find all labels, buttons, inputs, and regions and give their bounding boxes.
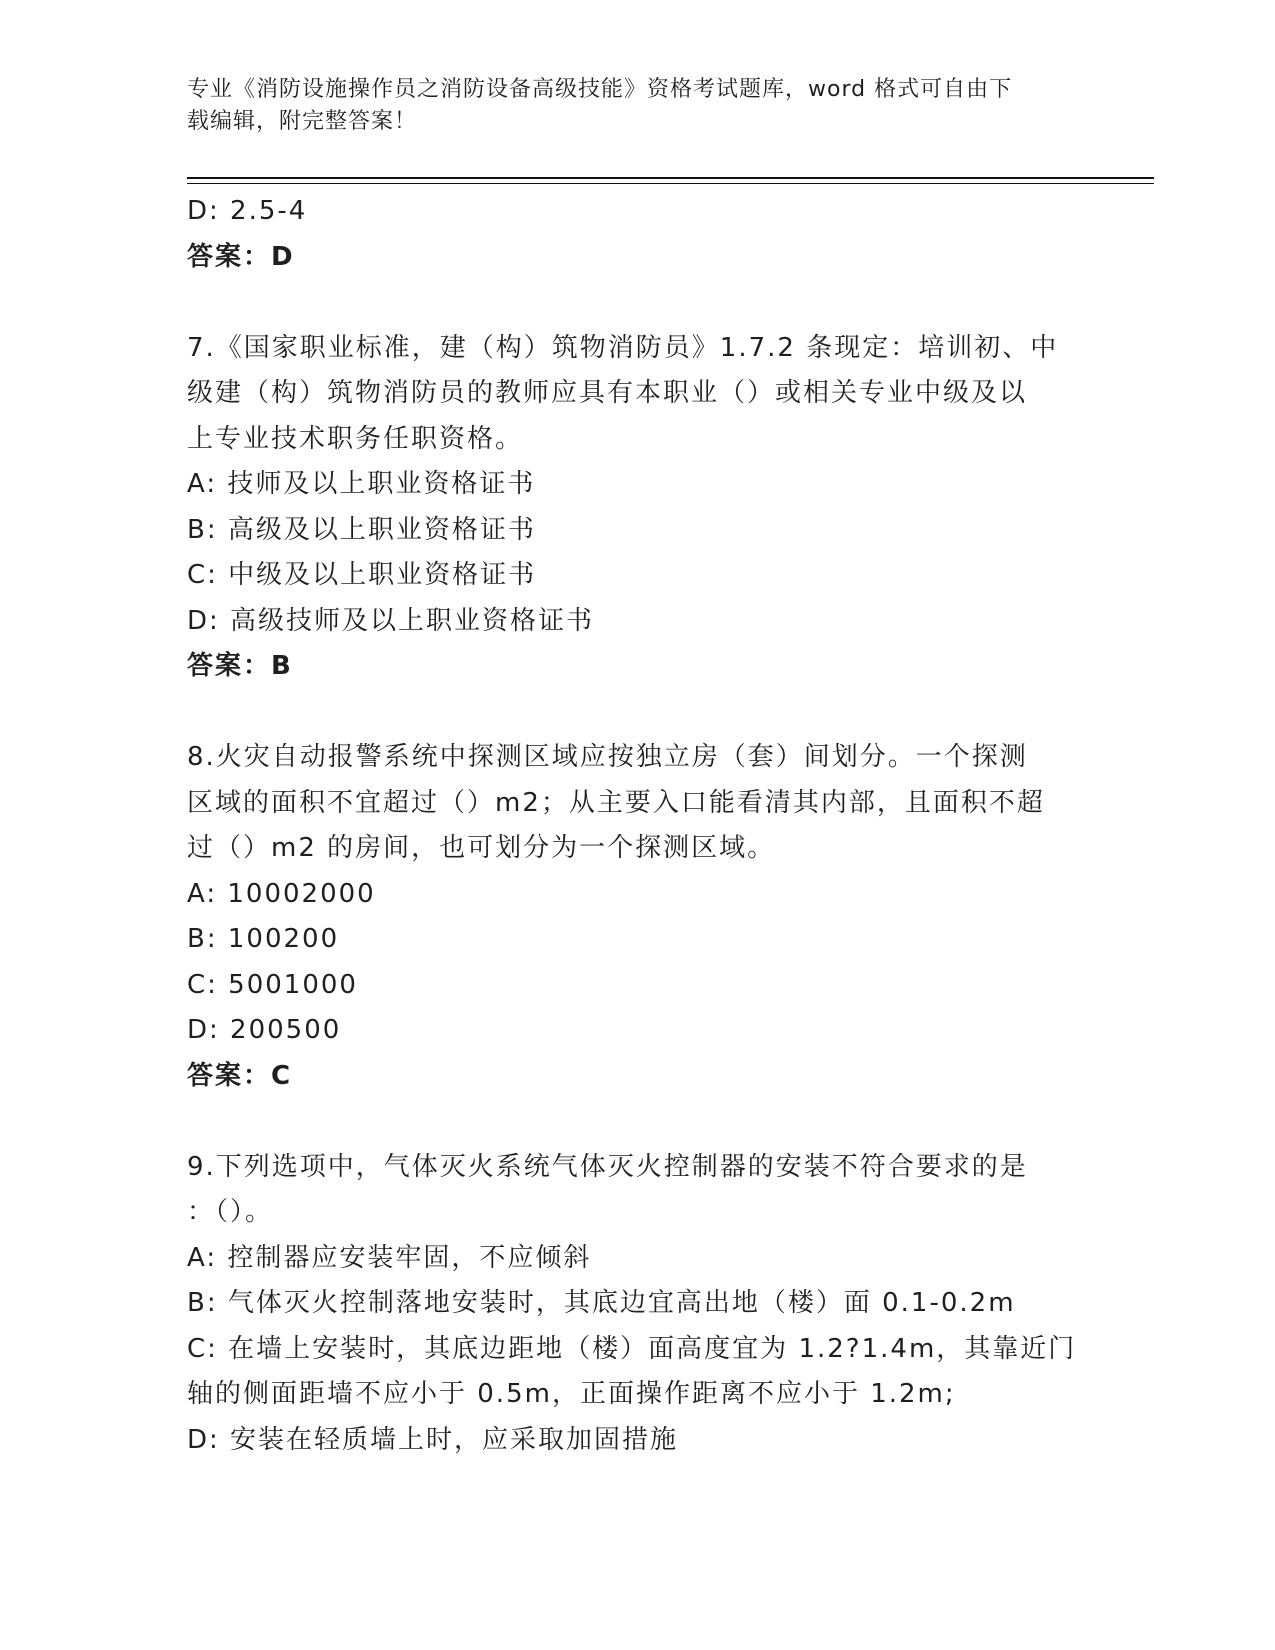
option-b: B: 高级及以上职业资格证书	[187, 514, 536, 545]
stem-line: 7.《国家职业标准，建（构）筑物消防员》1.7.2 条现定：培训初、中	[187, 332, 1059, 363]
option-b: B: 气体灭火控制落地安装时，其底边宜高出地（楼）面 0.1-0.2m	[187, 1288, 1016, 1318]
option-d: D: 2.5-4	[187, 196, 308, 226]
option-d: D: 200500	[187, 1015, 342, 1045]
option-c-continued: 轴的侧面距墙不应小于 0.5m，正面操作距离不应小于 1.2m;	[187, 1379, 956, 1409]
stem-line: 上专业技术职务任职资格。	[187, 423, 524, 454]
question-stem	[187, 326, 1087, 463]
stem-line: 过（）m2 的房间，也可划分为一个探测区域。	[187, 833, 776, 863]
answer-line: 答案：C	[187, 1060, 293, 1091]
option-c: C: 中级及以上职业资格证书	[187, 560, 537, 590]
option-d: D: 高级技师及以上职业资格证书	[187, 605, 595, 636]
option-a: A: 技师及以上职业资格证书	[187, 469, 536, 499]
option-b: B: 100200	[187, 924, 340, 954]
header-line-2: 载编辑，附完整答案！	[187, 109, 418, 134]
stem-line: 区域的面积不宜超过（）m2；从主要入口能看清其内部，且面积不超	[187, 787, 1045, 818]
stem-line: 级建（构）筑物消防员的教师应具有本职业（）或相关专业中级及以	[187, 378, 1028, 408]
option-c: C: 在墙上安装时，其底边距地（楼）面高度宜为 1.2?1.4m，其靠近门	[187, 1333, 1077, 1364]
spacer	[187, 1099, 1087, 1145]
header-divider-thin	[187, 183, 1154, 184]
spacer	[187, 280, 1087, 326]
answer-line: 答案：D	[187, 241, 295, 272]
answer-line: 答案：B	[187, 651, 293, 681]
question-7	[187, 326, 1087, 690]
option-c: C: 5001000	[187, 969, 358, 1000]
spacer	[187, 690, 1087, 736]
option-d: D: 安装在轻质墙上时，应采取加固措施	[187, 1424, 679, 1455]
stem-line: 8.火灾自动报警系统中探测区域应按独立房（套）间划分。一个探测	[187, 742, 1028, 772]
question-stem	[187, 1145, 1087, 1236]
stem-line: ：（）。	[187, 1197, 274, 1227]
question-9	[187, 1145, 1087, 1464]
option-a: A: 10002000	[187, 878, 376, 909]
stem-line: 9.下列选项中，气体灭火系统气体灭火控制器的安装不符合要求的是	[187, 1151, 1028, 1182]
option-a: A: 控制器应安装牢固，不应倾斜	[187, 1242, 592, 1273]
question-stem	[187, 735, 1087, 872]
previous-question-tail	[187, 189, 1087, 280]
header-divider-thick	[187, 177, 1154, 179]
header-line-1: 专业《消防设施操作员之消防设备高级技能》资格考试题库，word 格式可自由下	[187, 77, 1013, 102]
document-header	[187, 74, 1087, 138]
document-body	[187, 189, 1087, 1463]
question-8	[187, 735, 1087, 1099]
